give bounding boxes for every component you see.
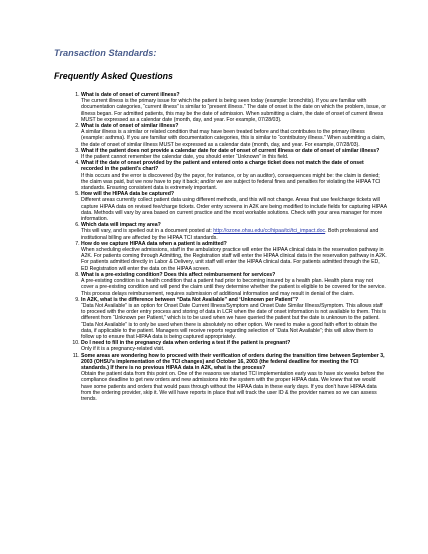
faq-question: Some areas are wondering how to proceed with their verification of orders during the transition time between September 3, 2003 (OHSU’s implementation of the TCI changes) and October 16, 2003 (the federal deadline for meeting the TCI standards.) If there is no previous HIPAA data in A2K, what is the process? (81, 352, 385, 371)
faq-question: What is date of onset of similar illness? (81, 123, 179, 130)
faq-item (81, 222, 387, 241)
faq-question: What if the patient does not provide a calendar date for date of onset of current illness or date of onset of similar illness? (81, 147, 380, 154)
faq-item (81, 123, 387, 148)
faq-answer: When scheduling elective admissions, staff in the ambulatory practice will enter the HIPAA clinical data in the reservation pathway in A2K. For patients coming through Admitting, the Registration staff will enter the HIPAA clinical data in the reservation pathway in A2K. For patients admitted directly in Labor & Delivery, unit staff will enter the HIPAA clinical data. For patients admitted through the ED, ED Registration will enter the data on the HIPAA screen. (81, 247, 387, 272)
faq-item (81, 160, 387, 191)
faq-item (81, 241, 387, 272)
faq-question: Which data will impact my area? (81, 222, 161, 229)
faq-answer: A similar illness is a similar or related condition that may have been treated before and that contributes to the primary illness (example: asthma). If you are familiar with documentation categories, this is similar to “contributory illness.” When submitting a claim, the date of onset of similar illness MUST be expressed as a calendar date (month, day, and year. For example, 07/28/03). (81, 129, 386, 148)
document-link[interactable]: http://ozone.ohsu.edu/cc/hipaa/tci/tci_impact.doc (213, 228, 326, 235)
faq-question: Do I need to fill in the pregnancy data when ordering a test if the patient is pregnant? (81, 340, 291, 347)
faq-question: What is date of onset of current illness? (81, 92, 180, 98)
faq-question: What if the date of onset provided by the patient and entered onto a charge ticket does not match the date of onset recorded in the patient’s chart? (81, 160, 364, 173)
faq-item (81, 191, 387, 222)
faq-question: In A2K, what is the difference between “Data Not Available” and ‘Unknown per Patient”? (81, 296, 299, 303)
faq-answer: If the patient cannot remember the calendar date, you should enter “Unknown” in this field. (81, 154, 289, 161)
faq-answer (81, 228, 387, 240)
faq-item (81, 148, 387, 160)
faq-question: What is a pre-existing condition? Does this affect reimbursement for services? (81, 271, 276, 278)
faq-question: How will the HIPAA data be captured? (81, 191, 175, 198)
faq-item (81, 353, 387, 403)
faq-item (81, 92, 387, 123)
faq-answer: Obtain the patient data from this point on. One of the reasons we started TCI implementation early was to have six weeks before the compliance deadline to get new orders and new admissions into the system with the proper HIPAA data. We knew that we would have some patients and orders that would pass through without the HIPAA data in these early days. If you don’t have HIPAA data from the ordering provider, skip it. We will have reports in place that will track the user ID & the provider names so we can assess trends. (81, 371, 384, 402)
faq-item (81, 272, 387, 297)
faq-answer: The current illness is the primary issue for which the patient is being seen today (example: bronchitis). If you are familiar with documentation categories, “current illness” is similar to “present illness.” The date of onset is the date on which the problem, issue, or illness began. For admitted patients, this may be the date of admission. When submitting a claim, the date of onset of current illness MUST be expressed as a calendar date (month, day, and year. For example, 07/28/03). (81, 98, 386, 123)
faq-answer: Only if it is a pregnancy-related visit. (81, 346, 165, 353)
faq-item (81, 297, 387, 340)
faq-answer-text: This will vary, and is spelled out in a document posted at: (81, 228, 214, 235)
section-title: Transaction Standards: (54, 48, 157, 58)
faq-answer: “Data Not Available” is an option for Onset Date Current Illness/Symptom and Onset Date Similar Illness/Symptom. This allows staff to proceed with the order entry process and storing of data in LCR when the date of onset information is not available to them. This is different from “Unknown per Patient,” which is to be used when we have queried the patient but the date is unknown to the patient. “Data Not Available” is to only be used when there is absolutely no other option. We need to make a good faith effort to obtain the data, if applicable to the patient. Managers will receive reports regarding selection of “Data Not Available”; this will allow them to follow up to ensure that HIPAA data is being captured appropriately. (81, 302, 386, 340)
faq-answer: Different areas currently collect patient data using different methods, and this will not change. Areas that use fee/charge tickets will capture HIPAA data on revised fee/charge tickets. Order entry screens in A2K are being modified to include fields for capturing HIPAA data. Methods will vary by area based on current practice and the most workable solutions. Check with your area manager for more information. (81, 197, 387, 223)
faq-answer: A pre-existing condition is a health condition that a patient had prior to becoming insured by a health plan. Health plans may not cover a pre-existing condition and will pend the claim until they determine whether the patient is eligible to be covered for the service. This process delays reimbursement, requires submission of additional information and may result in denial of the claim. (81, 278, 386, 297)
faq-list (54, 92, 387, 402)
faq-item (81, 340, 387, 352)
faq-answer: If this occurs and the error is discovered (by the payor, for instance, or by an auditor), consequences might be: the claim is denied; the claim was paid, but we now have to pay it back; and/or we are subject to federal fines and penalties for violating the HIPAA TCI standards. Ensuring consistent data is extremely important. (81, 172, 381, 192)
faq-title: Frequently Asked Questions (54, 71, 173, 81)
faq-question: How do we capture HIPAA data when a patient is admitted? (81, 240, 227, 247)
faq-answer-text: . Both professional and institutional billing are affected by the HIPAA TCI standards. (81, 228, 379, 241)
